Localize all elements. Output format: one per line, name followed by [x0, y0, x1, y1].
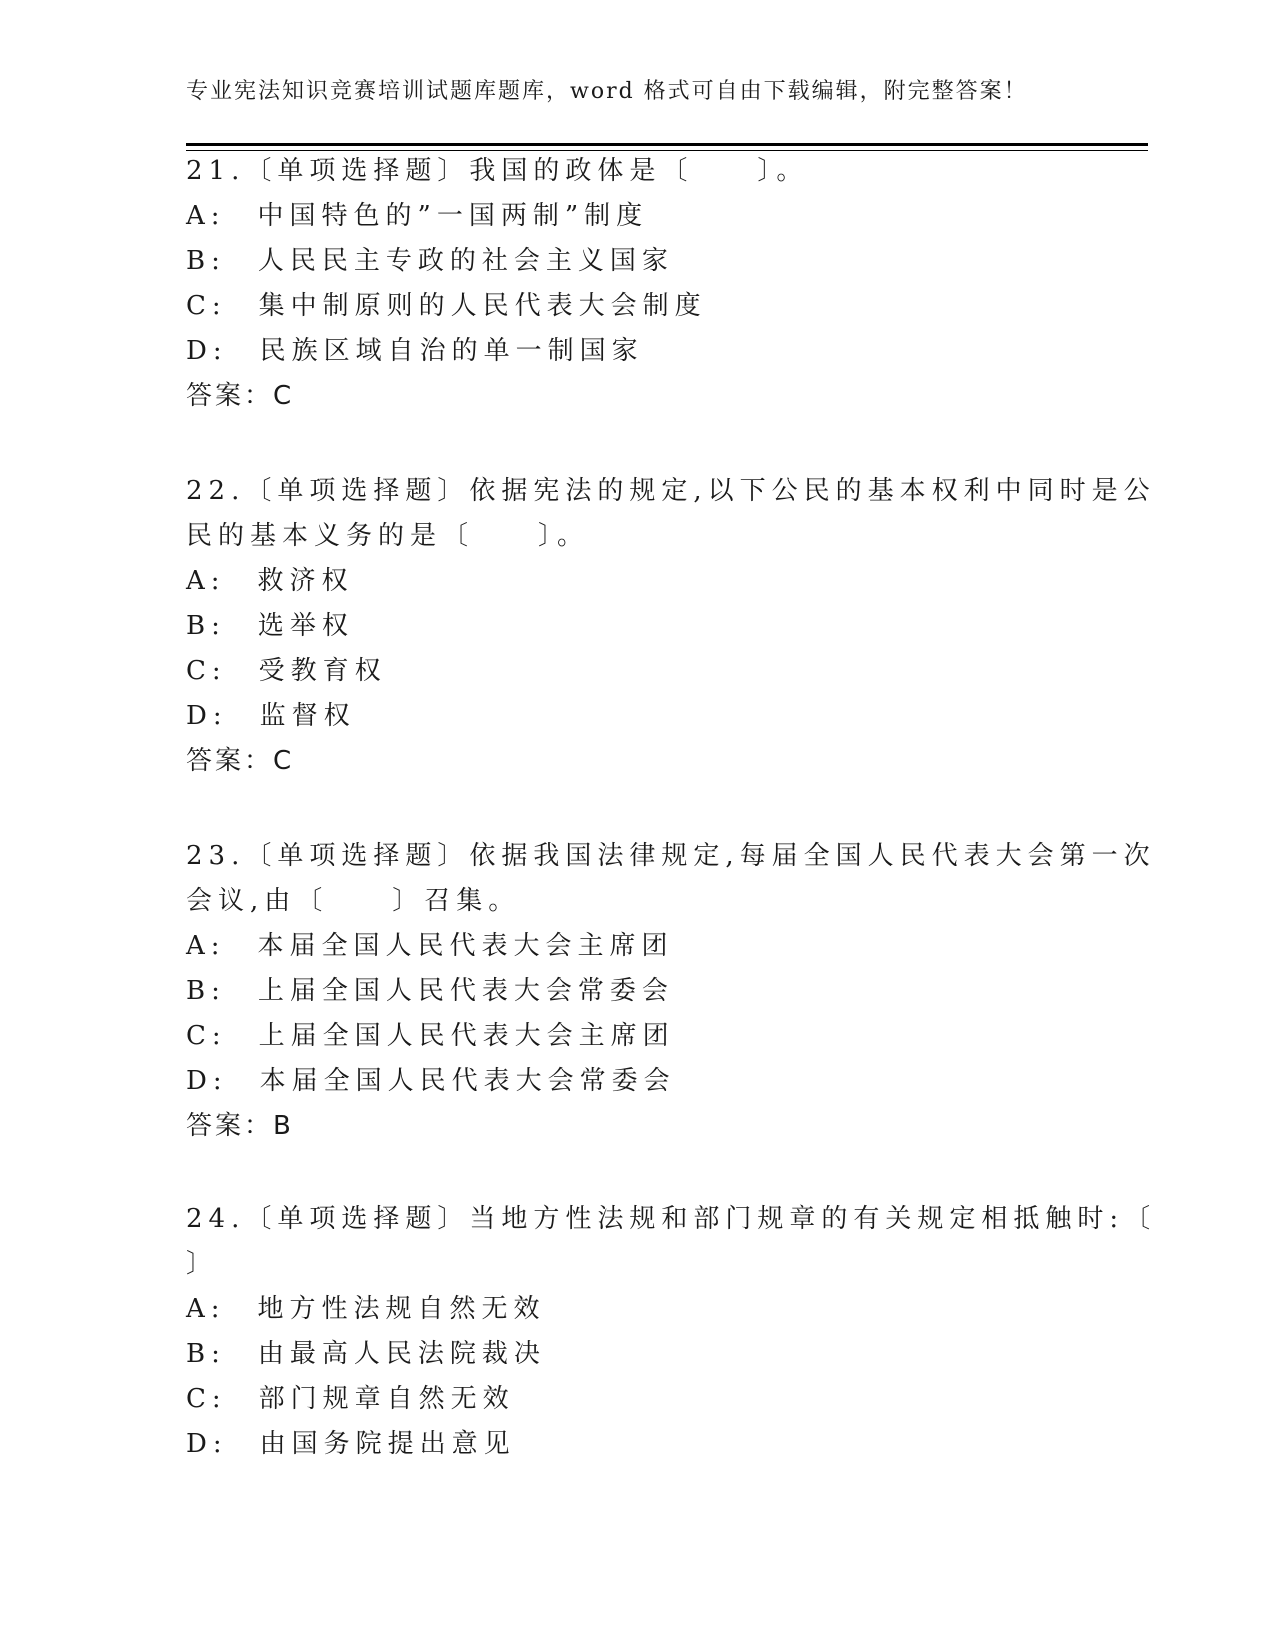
document-header: 专业宪法知识竞赛培训试题库题库，word 格式可自由下载编辑，附完整答案！	[186, 79, 1028, 104]
option-d: D: 监督权	[186, 701, 356, 731]
question-22	[186, 469, 1156, 784]
option-c: C: 上届全国人民代表大会主席团	[186, 1021, 675, 1051]
option-b: B: 选举权	[186, 611, 354, 641]
option-a: A: 本届全国人民代表大会主席团	[186, 931, 674, 961]
question-stem-line-2: 〕	[186, 1249, 219, 1279]
question-stem-line-1: 23.〔单项选择题〕依据我国法律规定,每届全国人民代表大会第一次	[186, 841, 1156, 871]
option-c: C: 部门规章自然无效	[186, 1384, 515, 1414]
answer: 答案：C	[186, 381, 295, 411]
answer: 答案：C	[186, 746, 295, 776]
option-b: B: 由最高人民法院裁决	[186, 1339, 546, 1369]
question-stem: 21.〔单项选择题〕我国的政体是〔 〕。	[186, 156, 809, 186]
question-stem-line-2: 民的基本义务的是〔 〕。	[186, 521, 590, 551]
option-c: C: 受教育权	[186, 656, 387, 686]
header-rule-thick	[186, 143, 1148, 146]
answer: 答案：B	[186, 1111, 294, 1141]
option-a: A: 中国特色的”一国两制”制度	[186, 201, 649, 231]
option-d: D: 本届全国人民代表大会常委会	[186, 1066, 676, 1096]
option-b: B: 上届全国人民代表大会常委会	[186, 976, 674, 1006]
option-d: D: 由国务院提出意见	[186, 1429, 516, 1459]
question-stem-line-1: 24.〔单项选择题〕当地方性法规和部门规章的有关规定相抵触时:〔	[186, 1204, 1157, 1234]
question-24	[186, 1197, 1157, 1467]
option-a: A: 救济权	[186, 566, 354, 596]
option-c: C: 集中制原则的人民代表大会制度	[186, 291, 707, 321]
question-stem-line-2: 会议,由〔 〕召集。	[186, 886, 521, 916]
question-21	[186, 149, 1066, 419]
option-b: B: 人民民主专政的社会主义国家	[186, 246, 674, 276]
question-23	[186, 834, 1156, 1149]
question-stem-line-1: 22.〔单项选择题〕依据宪法的规定,以下公民的基本权利中同时是公	[186, 476, 1156, 506]
option-d: D: 民族区域自治的单一制国家	[186, 336, 644, 366]
option-a: A: 地方性法规自然无效	[186, 1294, 546, 1324]
